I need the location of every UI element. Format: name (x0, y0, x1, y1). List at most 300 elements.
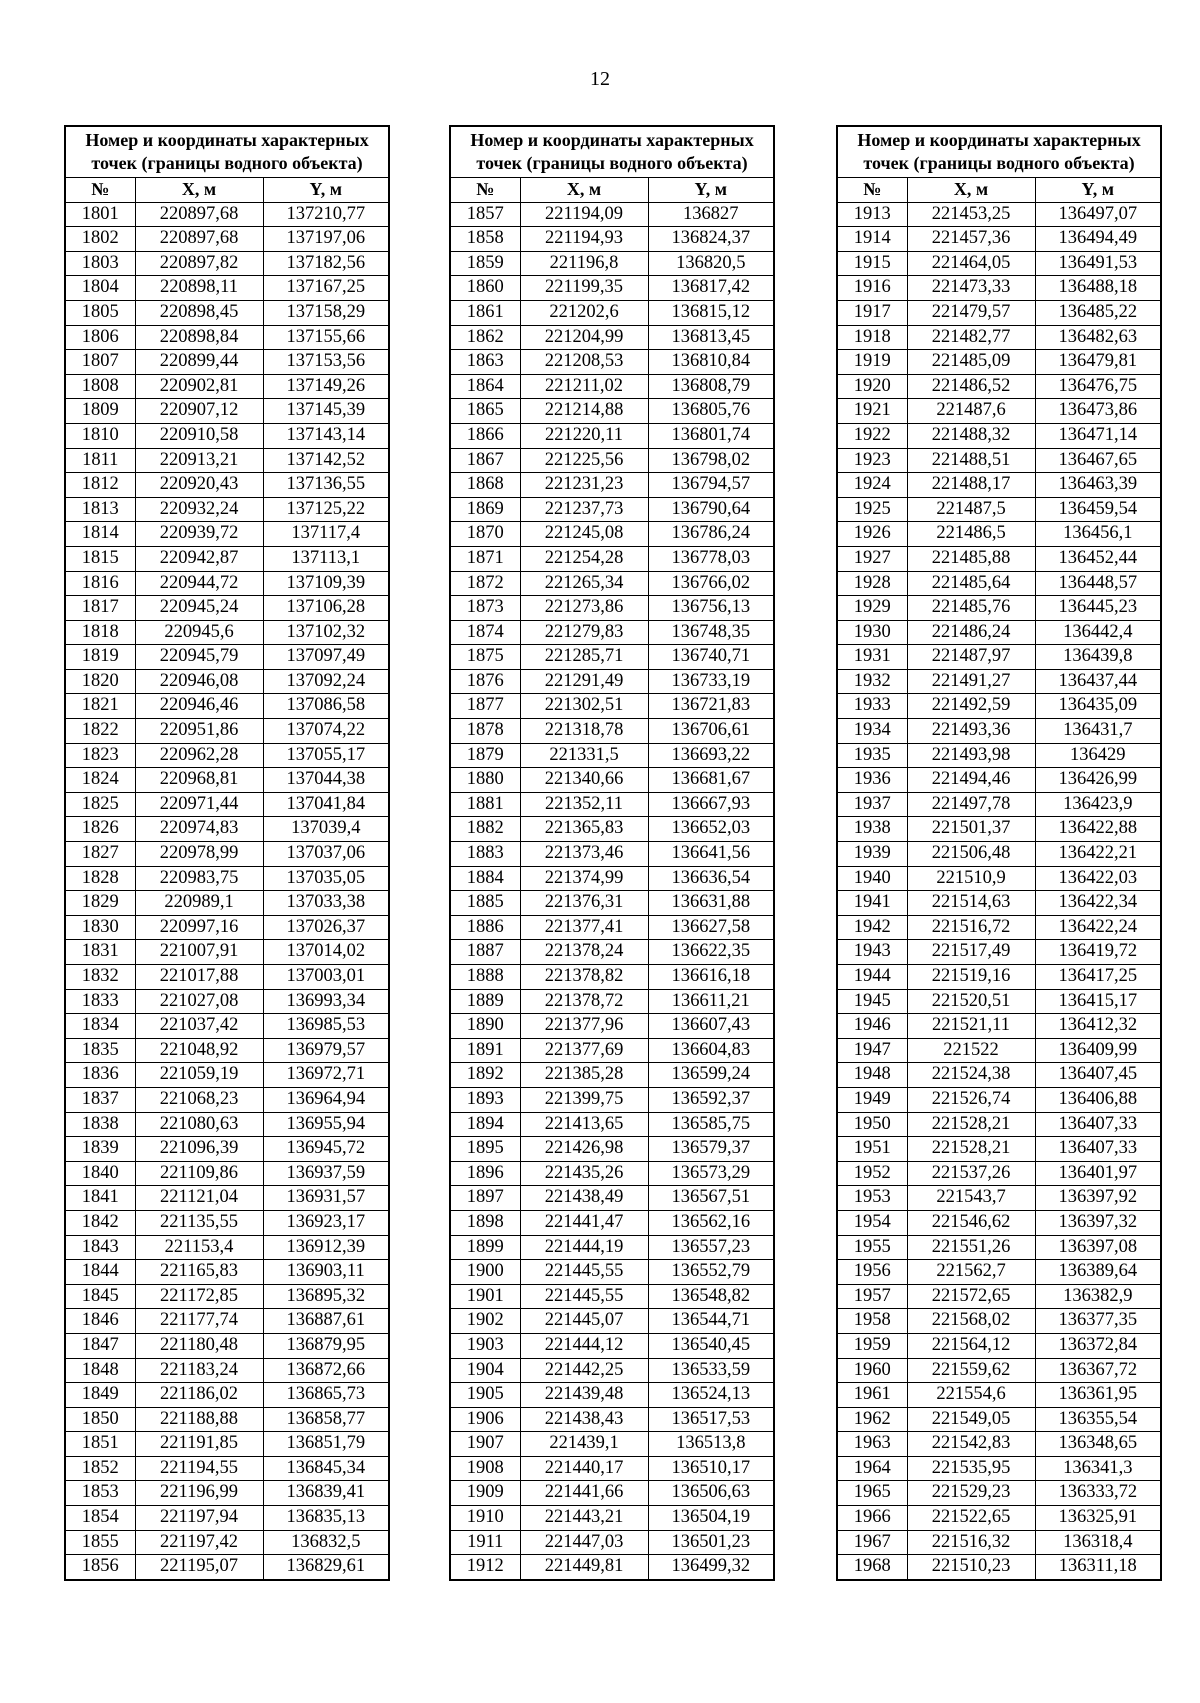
point-number-cell: 1882 (450, 817, 520, 842)
y-coordinate-cell: 136813,45 (648, 325, 774, 350)
table-row (837, 743, 1161, 768)
y-coordinate-cell: 136622,35 (648, 940, 774, 965)
point-number-cell: 1961 (837, 1383, 907, 1408)
table-row (65, 620, 389, 645)
table-row (450, 1014, 774, 1039)
coordinates-table-2 (449, 125, 775, 1581)
y-coordinate-cell: 136401,97 (1035, 1161, 1161, 1186)
x-coordinate-cell: 221543,7 (907, 1186, 1035, 1211)
x-coordinate-cell: 221551,26 (907, 1235, 1035, 1260)
y-coordinate-cell: 137092,24 (263, 669, 389, 694)
x-coordinate-cell: 221048,92 (135, 1038, 263, 1063)
table-row (65, 915, 389, 940)
x-coordinate-cell: 221440,17 (520, 1456, 648, 1481)
y-coordinate-cell: 137197,06 (263, 227, 389, 252)
x-coordinate-cell: 221542,83 (907, 1432, 1035, 1457)
x-coordinate-cell: 221208,53 (520, 350, 648, 375)
point-number-cell: 1817 (65, 596, 135, 621)
point-number-cell: 1846 (65, 1309, 135, 1334)
point-number-cell: 1900 (450, 1260, 520, 1285)
y-coordinate-cell: 136348,65 (1035, 1432, 1161, 1457)
point-number-cell: 1837 (65, 1087, 135, 1112)
x-coordinate-cell: 221237,73 (520, 497, 648, 522)
y-coordinate-cell: 136485,22 (1035, 300, 1161, 325)
table-row (837, 989, 1161, 1014)
point-number-cell: 1891 (450, 1038, 520, 1063)
x-coordinate-cell: 221340,66 (520, 768, 648, 793)
point-number-cell: 1811 (65, 448, 135, 473)
table-row (450, 1506, 774, 1531)
x-coordinate-cell: 220913,21 (135, 448, 263, 473)
x-coordinate-cell: 221546,62 (907, 1210, 1035, 1235)
table-row (837, 1186, 1161, 1211)
point-number-cell: 1931 (837, 645, 907, 670)
table-row (65, 1235, 389, 1260)
point-number-cell: 1965 (837, 1481, 907, 1506)
y-coordinate-cell: 136573,29 (648, 1161, 774, 1186)
y-coordinate-cell: 136585,75 (648, 1112, 774, 1137)
table-row (837, 325, 1161, 350)
x-coordinate-cell: 220902,81 (135, 374, 263, 399)
x-coordinate-cell: 221562,7 (907, 1260, 1035, 1285)
y-coordinate-cell: 136422,21 (1035, 842, 1161, 867)
table-row (450, 989, 774, 1014)
y-coordinate-cell: 137044,38 (263, 768, 389, 793)
table-row (837, 792, 1161, 817)
x-coordinate-cell: 221516,72 (907, 915, 1035, 940)
table-row (450, 1284, 774, 1309)
x-coordinate-cell: 220932,24 (135, 497, 263, 522)
x-coordinate-cell: 221273,86 (520, 596, 648, 621)
table-row (450, 276, 774, 301)
y-coordinate-cell: 136805,76 (648, 399, 774, 424)
x-coordinate-cell: 221197,94 (135, 1506, 263, 1531)
point-number-cell: 1809 (65, 399, 135, 424)
table-row (450, 1186, 774, 1211)
y-coordinate-cell: 136318,4 (1035, 1530, 1161, 1555)
table-row (65, 694, 389, 719)
table-row (65, 965, 389, 990)
x-coordinate-cell: 220968,81 (135, 768, 263, 793)
y-coordinate-cell: 136488,18 (1035, 276, 1161, 301)
y-coordinate-cell: 136652,03 (648, 817, 774, 842)
point-number-cell: 1877 (450, 694, 520, 719)
y-coordinate-cell: 136979,57 (263, 1038, 389, 1063)
y-coordinate-cell: 137097,49 (263, 645, 389, 670)
x-coordinate-cell: 221017,88 (135, 965, 263, 990)
point-number-cell: 1948 (837, 1063, 907, 1088)
table-row (837, 940, 1161, 965)
x-coordinate-cell: 221378,82 (520, 965, 648, 990)
y-coordinate-cell: 136510,17 (648, 1456, 774, 1481)
x-coordinate-cell: 221521,11 (907, 1014, 1035, 1039)
point-number-cell: 1829 (65, 891, 135, 916)
table-row (837, 1530, 1161, 1555)
table-row (450, 571, 774, 596)
point-number-cell: 1968 (837, 1555, 907, 1580)
table-row (65, 1481, 389, 1506)
point-number-cell: 1903 (450, 1333, 520, 1358)
table-row (450, 1087, 774, 1112)
y-coordinate-cell: 136423,9 (1035, 792, 1161, 817)
table-row (65, 1161, 389, 1186)
point-number-cell: 1933 (837, 694, 907, 719)
table-row (450, 1038, 774, 1063)
point-number-cell: 1845 (65, 1284, 135, 1309)
table-row (65, 325, 389, 350)
x-coordinate-cell: 221059,19 (135, 1063, 263, 1088)
point-number-cell: 1922 (837, 423, 907, 448)
x-coordinate-cell: 221377,41 (520, 915, 648, 940)
point-number-cell: 1923 (837, 448, 907, 473)
x-coordinate-cell: 221196,99 (135, 1481, 263, 1506)
y-coordinate-cell: 136879,95 (263, 1333, 389, 1358)
point-number-cell: 1849 (65, 1383, 135, 1408)
y-coordinate-cell: 136607,43 (648, 1014, 774, 1039)
y-coordinate-cell: 136426,99 (1035, 768, 1161, 793)
x-coordinate-cell: 221441,47 (520, 1210, 648, 1235)
x-coordinate-cell: 220897,68 (135, 227, 263, 252)
y-coordinate-cell: 136912,39 (263, 1235, 389, 1260)
point-number-cell: 1808 (65, 374, 135, 399)
x-coordinate-cell: 221121,04 (135, 1186, 263, 1211)
x-coordinate-cell: 220983,75 (135, 866, 263, 891)
table-row (837, 276, 1161, 301)
x-coordinate-cell: 220898,45 (135, 300, 263, 325)
table-row (65, 940, 389, 965)
page-number: 12 (590, 68, 610, 90)
table-row (837, 1087, 1161, 1112)
x-coordinate-cell: 221486,5 (907, 522, 1035, 547)
x-coordinate-cell: 220989,1 (135, 891, 263, 916)
x-coordinate-cell: 221302,51 (520, 694, 648, 719)
y-coordinate-cell: 136482,63 (1035, 325, 1161, 350)
table-row (837, 1014, 1161, 1039)
y-coordinate-cell: 137026,37 (263, 915, 389, 940)
x-coordinate-cell: 220945,79 (135, 645, 263, 670)
point-number-cell: 1853 (65, 1481, 135, 1506)
y-coordinate-cell: 136810,84 (648, 350, 774, 375)
point-number-cell: 1856 (65, 1555, 135, 1580)
y-coordinate-cell: 136627,58 (648, 915, 774, 940)
point-number-cell: 1917 (837, 300, 907, 325)
y-coordinate-cell: 136748,35 (648, 620, 774, 645)
table-row (65, 1333, 389, 1358)
point-number-cell: 1880 (450, 768, 520, 793)
point-number-cell: 1874 (450, 620, 520, 645)
y-coordinate-cell: 136341,3 (1035, 1456, 1161, 1481)
x-coordinate-cell: 221438,43 (520, 1407, 648, 1432)
y-coordinate-cell: 136766,02 (648, 571, 774, 596)
table-row (65, 1087, 389, 1112)
point-number-cell: 1868 (450, 473, 520, 498)
y-coordinate-cell: 136407,33 (1035, 1112, 1161, 1137)
x-coordinate-cell: 221199,35 (520, 276, 648, 301)
x-coordinate-cell: 221549,05 (907, 1407, 1035, 1432)
point-number-cell: 1941 (837, 891, 907, 916)
y-coordinate-cell: 136827 (648, 202, 774, 227)
point-number-cell: 1904 (450, 1358, 520, 1383)
point-number-cell: 1839 (65, 1137, 135, 1162)
y-coordinate-cell: 136824,37 (648, 227, 774, 252)
y-coordinate-cell: 137158,29 (263, 300, 389, 325)
table-row (837, 546, 1161, 571)
coordinates-table-3 (836, 125, 1162, 1581)
x-coordinate-cell: 220942,87 (135, 546, 263, 571)
x-coordinate-cell: 221564,12 (907, 1333, 1035, 1358)
y-coordinate-cell: 136872,66 (263, 1358, 389, 1383)
table-row (837, 1137, 1161, 1162)
y-coordinate-cell: 137142,52 (263, 448, 389, 473)
point-number-cell: 1943 (837, 940, 907, 965)
x-coordinate-cell: 221376,31 (520, 891, 648, 916)
table-row (450, 965, 774, 990)
y-coordinate-cell: 136540,45 (648, 1333, 774, 1358)
x-coordinate-cell: 221492,59 (907, 694, 1035, 719)
table-row (65, 1358, 389, 1383)
y-coordinate-cell: 136476,75 (1035, 374, 1161, 399)
y-coordinate-cell: 137182,56 (263, 251, 389, 276)
table-row (450, 915, 774, 940)
point-number-cell: 1807 (65, 350, 135, 375)
table-row (450, 1555, 774, 1580)
table-row (65, 423, 389, 448)
x-coordinate-cell: 220910,58 (135, 423, 263, 448)
y-coordinate-cell: 136533,59 (648, 1358, 774, 1383)
point-number-cell: 1935 (837, 743, 907, 768)
x-coordinate-cell: 221285,71 (520, 645, 648, 670)
table-row (450, 423, 774, 448)
y-coordinate-cell: 137136,55 (263, 473, 389, 498)
x-coordinate-cell: 221377,96 (520, 1014, 648, 1039)
x-coordinate-cell: 221135,55 (135, 1210, 263, 1235)
x-coordinate-cell: 221488,32 (907, 423, 1035, 448)
table-row (65, 768, 389, 793)
table-title: Номер и координаты характерных точек (границы водного объекта) (65, 126, 389, 178)
y-coordinate-cell: 136429 (1035, 743, 1161, 768)
x-coordinate-cell: 220945,6 (135, 620, 263, 645)
y-coordinate-cell: 136377,35 (1035, 1309, 1161, 1334)
y-coordinate-cell: 136945,72 (263, 1137, 389, 1162)
point-number-cell: 1881 (450, 792, 520, 817)
y-coordinate-cell: 136442,4 (1035, 620, 1161, 645)
point-number-cell: 1841 (65, 1186, 135, 1211)
point-number-cell: 1886 (450, 915, 520, 940)
point-number-cell: 1869 (450, 497, 520, 522)
point-number-cell: 1826 (65, 817, 135, 842)
x-coordinate-cell: 221482,77 (907, 325, 1035, 350)
x-coordinate-cell: 221491,27 (907, 669, 1035, 694)
y-coordinate-cell: 136972,71 (263, 1063, 389, 1088)
y-coordinate-cell: 136937,59 (263, 1161, 389, 1186)
table-row (450, 620, 774, 645)
y-coordinate-cell: 136407,33 (1035, 1137, 1161, 1162)
y-coordinate-cell: 136681,67 (648, 768, 774, 793)
x-coordinate-cell: 221487,5 (907, 497, 1035, 522)
point-number-cell: 1822 (65, 719, 135, 744)
x-coordinate-cell: 220974,83 (135, 817, 263, 842)
point-number-cell: 1810 (65, 423, 135, 448)
x-coordinate-cell: 221493,98 (907, 743, 1035, 768)
point-number-cell: 1947 (837, 1038, 907, 1063)
point-number-cell: 1909 (450, 1481, 520, 1506)
x-coordinate-cell: 221318,78 (520, 719, 648, 744)
table-row (837, 1432, 1161, 1457)
table-row (65, 350, 389, 375)
x-coordinate-cell: 221516,32 (907, 1530, 1035, 1555)
y-coordinate-cell: 136599,24 (648, 1063, 774, 1088)
point-number-cell: 1833 (65, 989, 135, 1014)
y-coordinate-cell: 136557,23 (648, 1235, 774, 1260)
table-row (65, 1260, 389, 1285)
y-coordinate-cell: 136471,14 (1035, 423, 1161, 448)
y-coordinate-cell: 136459,54 (1035, 497, 1161, 522)
table-row (65, 1309, 389, 1334)
table-row (65, 251, 389, 276)
table-row (837, 522, 1161, 547)
x-coordinate-cell: 221510,9 (907, 866, 1035, 891)
point-number-cell: 1824 (65, 768, 135, 793)
point-number-cell: 1964 (837, 1456, 907, 1481)
table-row (65, 645, 389, 670)
point-number-cell: 1932 (837, 669, 907, 694)
x-coordinate-cell: 221485,64 (907, 571, 1035, 596)
y-coordinate-cell: 136445,23 (1035, 596, 1161, 621)
y-coordinate-cell: 136641,56 (648, 842, 774, 867)
point-number-cell: 1936 (837, 768, 907, 793)
y-coordinate-cell: 136733,19 (648, 669, 774, 694)
y-coordinate-cell: 137149,26 (263, 374, 389, 399)
y-coordinate-cell: 136903,11 (263, 1260, 389, 1285)
y-coordinate-cell: 136406,88 (1035, 1087, 1161, 1112)
y-coordinate-cell: 136333,72 (1035, 1481, 1161, 1506)
table-row (837, 891, 1161, 916)
table-row (450, 792, 774, 817)
table-row (837, 645, 1161, 670)
y-coordinate-cell: 136552,79 (648, 1260, 774, 1285)
x-coordinate-cell: 221519,16 (907, 965, 1035, 990)
point-number-cell: 1872 (450, 571, 520, 596)
point-number-cell: 1893 (450, 1087, 520, 1112)
y-coordinate-cell: 136858,77 (263, 1407, 389, 1432)
table-row (837, 1407, 1161, 1432)
y-coordinate-cell: 136397,92 (1035, 1186, 1161, 1211)
table-row (65, 989, 389, 1014)
x-coordinate-cell: 221377,69 (520, 1038, 648, 1063)
point-number-cell: 1942 (837, 915, 907, 940)
x-coordinate-cell: 221378,24 (520, 940, 648, 965)
y-coordinate-cell: 137035,05 (263, 866, 389, 891)
table-row (450, 300, 774, 325)
y-coordinate-cell: 136721,83 (648, 694, 774, 719)
y-coordinate-cell: 136473,86 (1035, 399, 1161, 424)
y-coordinate-cell: 137143,14 (263, 423, 389, 448)
point-number-cell: 1915 (837, 251, 907, 276)
x-coordinate-cell: 221153,4 (135, 1235, 263, 1260)
x-coordinate-cell: 221291,49 (520, 669, 648, 694)
y-coordinate-cell: 136422,24 (1035, 915, 1161, 940)
y-coordinate-cell: 136820,5 (648, 251, 774, 276)
table-row (837, 1112, 1161, 1137)
y-coordinate-cell: 136504,19 (648, 1506, 774, 1531)
x-coordinate-cell: 221027,08 (135, 989, 263, 1014)
y-coordinate-cell: 136548,82 (648, 1284, 774, 1309)
y-coordinate-cell: 136517,53 (648, 1407, 774, 1432)
x-coordinate-cell: 220962,28 (135, 743, 263, 768)
y-coordinate-cell: 136931,57 (263, 1186, 389, 1211)
table-row (450, 1112, 774, 1137)
x-coordinate-cell: 221007,91 (135, 940, 263, 965)
y-coordinate-cell: 136382,9 (1035, 1284, 1161, 1309)
y-coordinate-cell: 136778,03 (648, 546, 774, 571)
y-coordinate-cell: 136422,34 (1035, 891, 1161, 916)
x-coordinate-cell: 221220,11 (520, 423, 648, 448)
x-coordinate-cell: 221501,37 (907, 817, 1035, 842)
table-row (837, 300, 1161, 325)
table-row (65, 1555, 389, 1580)
table-row (450, 522, 774, 547)
table-row (65, 719, 389, 744)
table-row (65, 866, 389, 891)
table-row (450, 1358, 774, 1383)
x-coordinate-cell: 221265,34 (520, 571, 648, 596)
table-row (450, 694, 774, 719)
y-coordinate-cell: 137086,58 (263, 694, 389, 719)
table-row (837, 374, 1161, 399)
y-coordinate-cell: 136325,91 (1035, 1506, 1161, 1531)
table-row (837, 1038, 1161, 1063)
point-number-cell: 1875 (450, 645, 520, 670)
table-row (65, 546, 389, 571)
column-header-x: X, м (135, 178, 263, 203)
table-row (450, 1530, 774, 1555)
y-coordinate-cell: 136895,32 (263, 1284, 389, 1309)
point-number-cell: 1892 (450, 1063, 520, 1088)
table-row (837, 227, 1161, 252)
x-coordinate-cell: 220971,44 (135, 792, 263, 817)
y-coordinate-cell: 137102,32 (263, 620, 389, 645)
point-number-cell: 1890 (450, 1014, 520, 1039)
point-number-cell: 1861 (450, 300, 520, 325)
x-coordinate-cell: 221449,81 (520, 1555, 648, 1580)
coordinates-table-1 (64, 125, 390, 1581)
table-row (837, 866, 1161, 891)
point-number-cell: 1949 (837, 1087, 907, 1112)
point-number-cell: 1818 (65, 620, 135, 645)
point-number-cell: 1812 (65, 473, 135, 498)
x-coordinate-cell: 221165,83 (135, 1260, 263, 1285)
table-row (450, 1481, 774, 1506)
table-row (450, 817, 774, 842)
point-number-cell: 1825 (65, 792, 135, 817)
column-header-x: X, м (907, 178, 1035, 203)
table-row (450, 866, 774, 891)
y-coordinate-cell: 137106,28 (263, 596, 389, 621)
table-row (450, 374, 774, 399)
x-coordinate-cell: 221445,55 (520, 1284, 648, 1309)
table-row (450, 719, 774, 744)
table-row (837, 1456, 1161, 1481)
table-row (65, 1506, 389, 1531)
point-number-cell: 1828 (65, 866, 135, 891)
x-coordinate-cell: 221385,28 (520, 1063, 648, 1088)
point-number-cell: 1831 (65, 940, 135, 965)
point-number-cell: 1827 (65, 842, 135, 867)
point-number-cell: 1813 (65, 497, 135, 522)
table-row (65, 1137, 389, 1162)
table-row (837, 448, 1161, 473)
point-number-cell: 1953 (837, 1186, 907, 1211)
